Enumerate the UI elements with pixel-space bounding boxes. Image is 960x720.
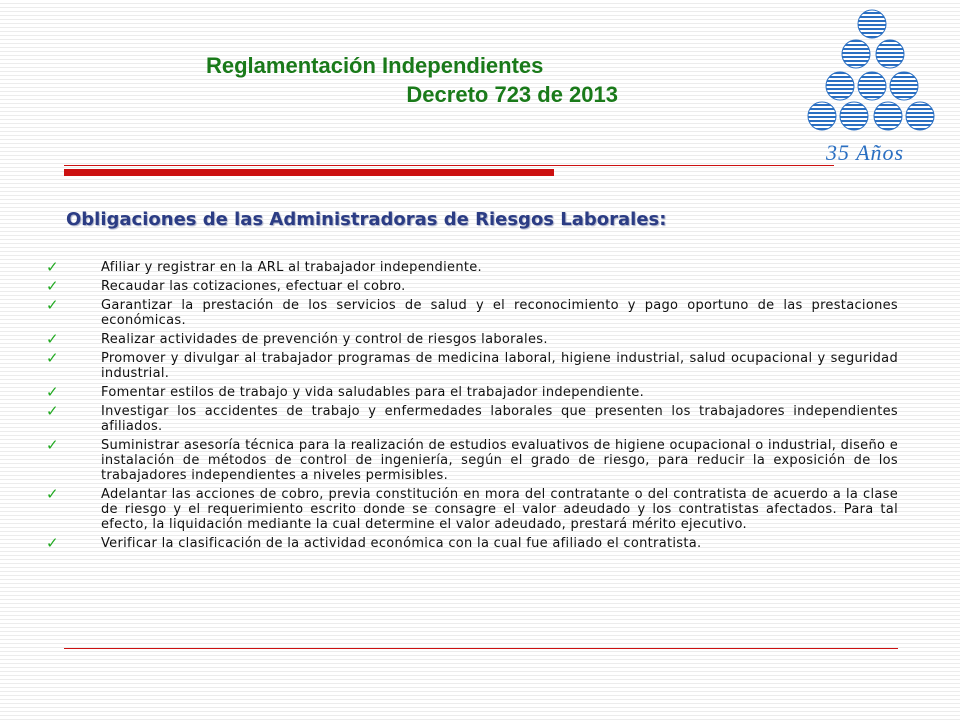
title-line-1: Reglamentación Independientes (206, 53, 544, 78)
checkmark-icon: ✓ (46, 534, 59, 552)
logo-caption: 35 Años (826, 140, 905, 165)
checkmark-icon: ✓ (46, 349, 59, 367)
list-item-text: Recaudar las cotizaciones, efectuar el cobro. (101, 279, 406, 294)
checkmark-icon: ✓ (46, 436, 59, 454)
list-item (46, 351, 898, 381)
list-item-text: Realizar actividades de prevención y control de riesgos laborales. (101, 332, 548, 347)
list-item (46, 487, 898, 532)
list-item (46, 279, 898, 294)
list-item (46, 260, 898, 275)
checkmark-icon: ✓ (46, 277, 59, 295)
top-divider-thin (64, 165, 834, 166)
list-item (46, 438, 898, 483)
list-item-text: Adelantar las acciones de cobro, previa constitución en mora del contratante o del contratista de acuerdo a la clase de riesgo y el requerimiento escrito donde se consagre el valor adeudado y los contratistas afectados. Para tal efecto, la liquidación mediante la cual determine el valor adeudado, prestará mérito ejecutivo. (101, 487, 898, 532)
list-item (46, 298, 898, 328)
checkmark-icon: ✓ (46, 296, 59, 314)
list-item-text: Suministrar asesoría técnica para la realización de estudios evaluativos de higiene ocupacional o industrial, diseño e instalación de métodos de control de ingeniería, según el grado de riesgo, para reducir la exposición de los trabajadores independientes a niveles permisibles. (101, 438, 898, 483)
list-item-text: Verificar la clasificación de la actividad económica con la cual fue afiliado el contratista. (101, 536, 702, 551)
obligations-list (46, 260, 898, 555)
list-item-text: Afiliar y registrar en la ARL al trabajador independiente. (101, 260, 482, 275)
list-item-text: Fomentar estilos de trabajo y vida saludables para el trabajador independiente. (101, 385, 645, 400)
list-item-text: Promover y divulgar al trabajador programas de medicina laboral, higiene industrial, salud ocupacional y seguridad industrial. (101, 351, 898, 381)
title-line-2: Decreto 723 de 2013 (406, 82, 618, 107)
slide-title (150, 52, 618, 110)
checkmark-icon: ✓ (46, 402, 59, 420)
checkmark-icon: ✓ (46, 258, 59, 276)
list-item-text: Investigar los accidentes de trabajo y enfermedades laborales que presenten los trabajadores independientes afiliados. (101, 404, 898, 434)
checkmark-icon: ✓ (46, 330, 59, 348)
list-item (46, 404, 898, 434)
checkmark-icon: ✓ (46, 383, 59, 401)
bottom-divider (64, 648, 898, 649)
logo-balls (808, 10, 934, 130)
top-divider-thick (64, 169, 554, 176)
list-item (46, 385, 898, 400)
list-item (46, 536, 898, 551)
section-heading: Obligaciones de las Administradoras de Riesgos Laborales: (66, 209, 667, 230)
list-item (46, 332, 898, 347)
list-item-text: Garantizar la prestación de los servicios de salud y el reconocimiento y pago oportuno de las prestaciones económicas. (101, 298, 898, 328)
checkmark-icon: ✓ (46, 485, 59, 503)
